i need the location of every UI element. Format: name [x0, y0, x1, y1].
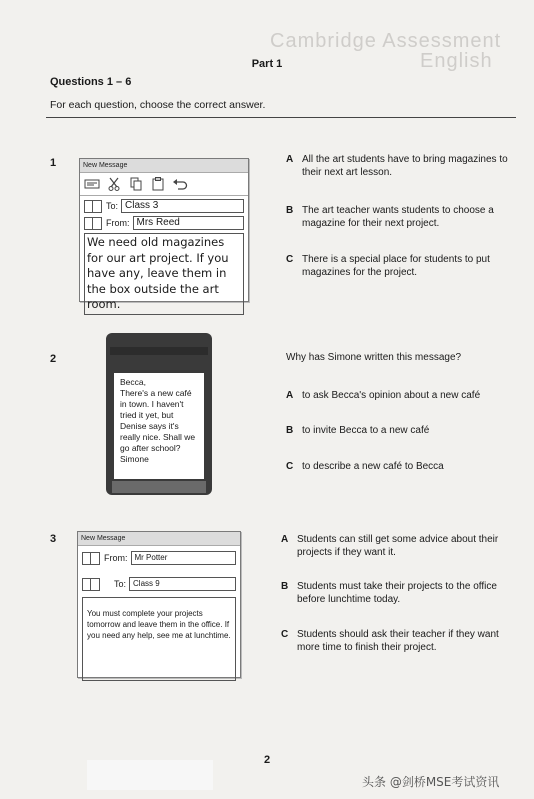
option-letter: B	[286, 205, 294, 216]
q2-option-b[interactable]	[286, 424, 510, 438]
question-number-2: 2	[50, 353, 57, 365]
email-window-q1	[79, 158, 249, 311]
address-book-icon[interactable]	[84, 200, 102, 213]
option-text: Students should ask their teacher if they want more time to finish their project.	[297, 629, 499, 653]
option-text: The art teacher wants students to choose a magazine for their next project.	[302, 205, 494, 229]
show-through-subtitle: English	[420, 50, 493, 72]
sms-line: in town. I haven't	[120, 399, 184, 409]
to-row	[84, 199, 244, 213]
from-field[interactable]: Mrs Reed	[133, 216, 245, 230]
option-text: to invite Becca to a new café	[302, 425, 430, 436]
message-body[interactable]: We need old magazines for our art project. If you have any, leave them in the box outside the art room.	[84, 233, 244, 315]
address-book-icon[interactable]	[84, 217, 102, 230]
option-letter: A	[286, 390, 294, 401]
option-text: to ask Becca's opinion about a new café	[302, 390, 481, 401]
option-letter: A	[281, 534, 289, 545]
questions-heading: Questions 1 – 6	[50, 76, 132, 88]
q1-option-b[interactable]	[286, 204, 510, 232]
watermark: 头条 @剑桥MSE考试资讯	[362, 775, 500, 789]
option-text: There is a special place for students to put magazines for the project.	[302, 254, 490, 278]
option-text: All the art students have to bring magazines to their next art lesson.	[302, 154, 508, 178]
from-row	[84, 216, 244, 230]
from-row	[82, 551, 236, 565]
question-number-1: 1	[50, 157, 57, 169]
instruction-text: For each question, choose the correct answer.	[50, 99, 266, 111]
to-row	[82, 577, 236, 591]
redaction-box	[87, 760, 213, 790]
sms-line: Simone	[120, 454, 149, 464]
option-letter: B	[286, 425, 294, 436]
q1-option-c[interactable]	[286, 253, 510, 281]
sms-line: Denise says it's	[120, 421, 179, 431]
paste-icon[interactable]	[150, 177, 166, 191]
part-title: Part 1	[251, 58, 283, 70]
to-label: To:	[114, 579, 127, 589]
option-letter: A	[286, 154, 294, 165]
sms-line: go after school?	[120, 443, 181, 453]
send-icon[interactable]	[84, 177, 100, 191]
email-window-q3	[77, 531, 241, 678]
q1-option-a[interactable]	[286, 153, 510, 181]
keyboard[interactable]	[112, 481, 206, 493]
q3-option-b[interactable]	[281, 580, 511, 608]
q3-option-c[interactable]	[281, 628, 511, 656]
option-letter: C	[286, 254, 294, 265]
page-number: 2	[263, 754, 271, 766]
to-label: To:	[106, 201, 119, 211]
q2-question: Why has Simone written this message?	[286, 352, 462, 363]
sms-line: really nice. Shall we	[120, 432, 196, 442]
window-title: New Message	[80, 159, 248, 173]
q2-option-a[interactable]	[286, 389, 510, 403]
sms-message	[114, 373, 204, 479]
sms-line: Becca,	[120, 377, 146, 387]
from-field[interactable]: Mr Potter	[131, 551, 237, 565]
question-number-3: 3	[50, 533, 57, 545]
q2-option-c[interactable]	[286, 460, 510, 474]
address-book-icon[interactable]	[82, 578, 100, 591]
option-letter: C	[281, 629, 289, 640]
email-toolbar	[80, 173, 248, 196]
to-field[interactable]: Class 3	[121, 199, 244, 213]
from-label: From:	[104, 553, 128, 563]
option-text: Students must take their projects to the office before lunchtime today.	[297, 581, 497, 605]
option-letter: B	[281, 581, 289, 592]
phone-screen	[106, 333, 212, 495]
option-letter: C	[286, 461, 294, 472]
cut-icon[interactable]	[106, 177, 122, 191]
status-bar	[110, 347, 208, 355]
show-through-title: Cambridge Assessment	[270, 30, 502, 52]
address-book-icon[interactable]	[82, 552, 100, 565]
option-text: Students can still get some advice about their projects if they want it.	[297, 534, 499, 558]
sms-line: tried it yet, but	[120, 410, 174, 420]
header-divider	[46, 117, 516, 118]
option-text: to describe a new café to Becca	[302, 461, 444, 472]
from-label: From:	[106, 218, 130, 228]
copy-icon[interactable]	[128, 177, 144, 191]
message-body[interactable]: You must complete your projects tomorrow and leave them in the office. If you need any help, see me at lunchtime.	[82, 597, 236, 681]
sms-line: There's a new café	[120, 388, 192, 398]
to-field[interactable]: Class 9	[129, 577, 236, 591]
window-title: New Message	[78, 532, 240, 546]
undo-icon[interactable]	[172, 177, 188, 191]
q3-option-a[interactable]	[281, 533, 511, 561]
